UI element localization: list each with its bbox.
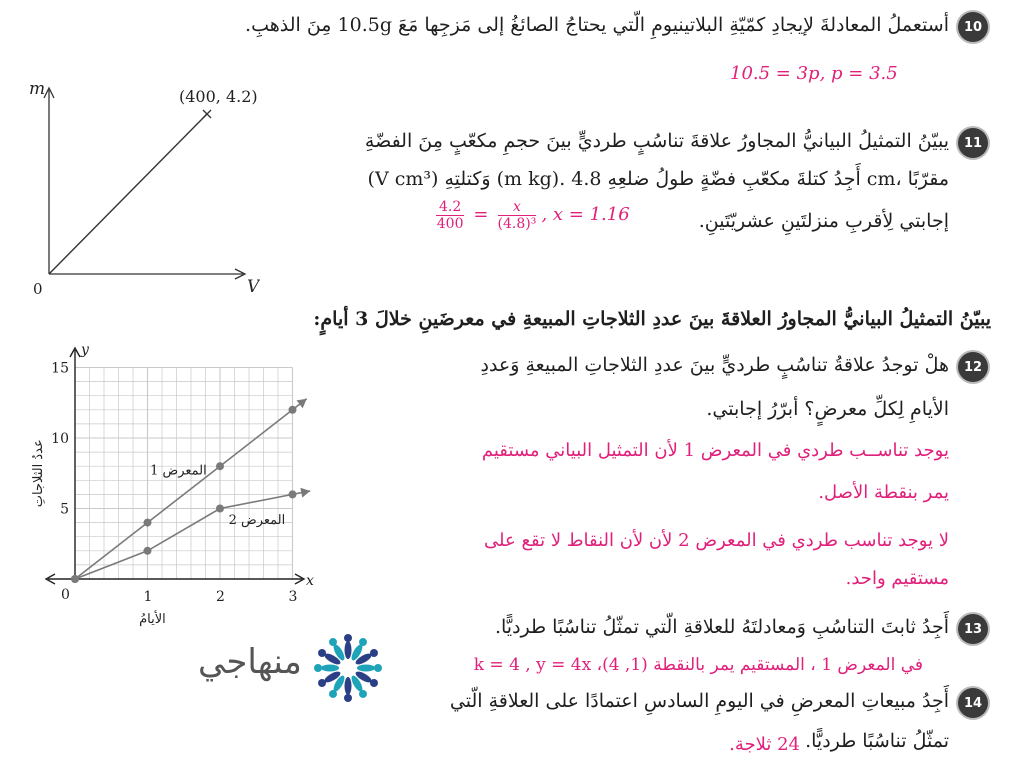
series-arrow-1 [297,399,307,408]
y-tick-label: 15 [51,360,69,377]
question-10-answer: 10.5 = 3p, p = 3.5 [730,63,898,84]
question-number-10: 10 [958,12,988,42]
question-14-line1: أَجِدُ مبيعاتِ المعرضِ في اليومِ السادسِ اعتمادًا على العلاقةِ الّتي [449,690,949,712]
x-tick-label: 3 [288,589,298,605]
question-13-text: أَجِدُ ثابتَ التناسُبِ وَمعادلتَهُ للعلاقةِ الّتي تمثّلُ تناسُبًا طرديًّا. [494,616,949,638]
question-14-line2: تمثّلُ تناسُبًا طرديًّا. [805,730,949,752]
question-14-answer: 24 ثلاجة. [729,734,800,755]
graph1-x-label: V [247,277,260,297]
logo-petal [321,665,339,672]
series-line-2 [75,491,310,579]
question-13-answer: في المعرض 1 ، المستقيم يمر بالنقطة (1, 4)، k = 4 , y = 4x [473,655,923,675]
graph1-point-label: (400, 4.2) [179,87,258,106]
series-point-2 [144,547,152,555]
series-point-2 [71,575,79,583]
series-label-1: المعرض 1 [150,463,207,479]
logo-petal [357,665,375,672]
series-point-1 [216,462,224,470]
question-number-11: 11 [958,128,988,158]
section-intro: يبيّنُ التمثيلُ البيانيُّ المجاورُ العلاقةَ بينَ عددِ الثلاجاتِ المبيعةِ في معرضَينِ خلالَ 3 أيامٍ: [313,308,991,330]
graph1-line [49,114,207,274]
series-arrow-2 [300,488,310,498]
question-12-line1: هلْ توجدُ علاقةُ تناسُبٍ طرديٍّ بينَ عددِ الثلاجاتِ المبيعةِ وَعددِ [480,354,949,376]
logo-petal [345,677,352,695]
x-axis-title: الأيامُ [139,612,166,627]
question-11-answer: $\frac{4.2}{400}$ = $\frac{x}{\text{(4.8)³}}$ , x = 1.16 [436,199,630,232]
question-11-line3: إجابتي لِأقربِ منزلتَينِ عشريّتَينِ. [698,210,949,232]
question-12-line2: الأيامِ لِكلِّ معرضٍ؟ أبرّرُ إجابتي. [706,398,949,420]
fraction-1: $\frac{4.2}{400}$ [436,199,464,232]
question-number-13: 13 [958,614,988,644]
question-12-answer-2-line2: مستقيم واحد. [845,568,949,589]
question-11-result: , x = 1.16 [541,204,630,225]
question-12-answer-1-line2: يمر بنقطة الأصل. [818,482,949,503]
question-10-text: أستعملُ المعادلةَ لإيجادِ كمّيّةِ البلاتينيومِ الّتي يحتاجُ الصائغُ إلى مَزجِها مَعَ 10.5g مِنَ الذهبِ. [245,14,949,36]
logo-dot [374,664,382,672]
question-12-answer-1-line1: يوجد تناســب طردي في المعرض 1 لأن التمثيل البياني مستقيم [481,440,949,461]
graph1-y-label: m [29,79,46,99]
y-axis-title: عددُ الثلاجاتِ [31,439,46,508]
series-point-1 [144,519,152,527]
logo-dot [344,634,352,642]
y-tick-label: 10 [51,431,69,447]
series-label-2: المعرض 2 [228,513,286,529]
fridges-sales-chart [0,340,330,640]
logo-dot [344,694,352,702]
y-tick-label: 5 [60,501,69,518]
y-axis-letter: y [81,342,89,358]
question-11-line2: (V cm³) وَكتلتِهِ (m kg). أَجِدُ كتلةَ مكعّبِ فضّةٍ طولُ ضلعِهِ 4.8 cm، مقرّبًا [367,168,949,190]
logo-dot [314,664,322,672]
fraction-2: $\frac{x}{\text{(4.8)³}}$ [497,199,537,232]
x-tick-label: 2 [216,589,225,605]
logo-petal [345,641,352,659]
brand-logo [196,628,396,708]
x-tick-label: 1 [143,589,153,605]
question-number-14: 14 [958,688,988,718]
origin-label: 0 [61,587,70,603]
graph1-origin: 0 [33,280,43,298]
flower-logo-icon [308,628,388,708]
x-axis-letter: x [306,573,314,589]
series-point-2 [216,505,224,513]
question-11-line1: يبيّنُ التمثيلُ البيانيُّ المجاورُ علاقةَ تناسُبٍ طرديٍّ بينَ حجمِ مكعّبٍ مِنَ الفضّةِ [364,130,949,152]
series-point-2 [289,490,297,498]
volume-mass-graph [25,78,260,300]
question-12-answer-2-line1: لا يوجد تناسب طردي في المعرض 2 لأن لأن النقاط لا تقع على [484,530,949,551]
question-number-12: 12 [958,352,988,382]
logo-text: منهاجي [198,642,302,682]
series-point-1 [289,406,297,414]
